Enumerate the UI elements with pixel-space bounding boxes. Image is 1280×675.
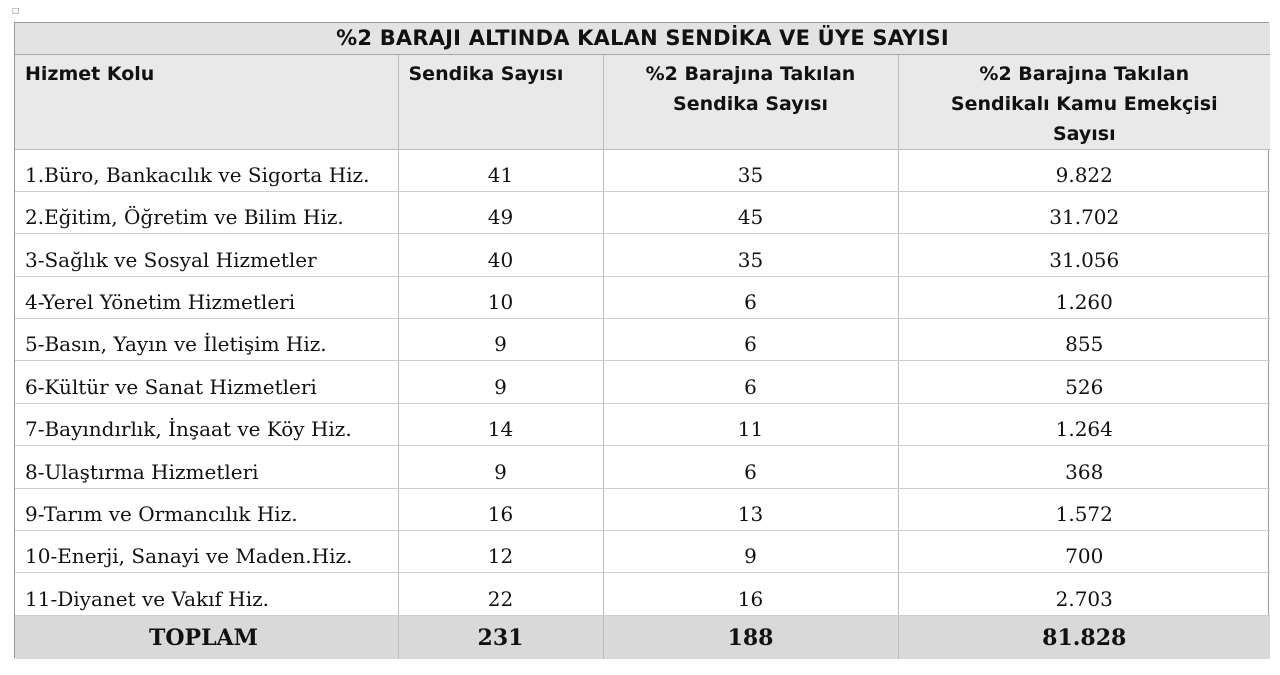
threshold-union-count-cell: 6 bbox=[603, 446, 898, 488]
threshold-member-count-cell: 9.822 bbox=[898, 149, 1270, 191]
union-count-cell: 9 bbox=[398, 361, 603, 403]
union-count-cell: 9 bbox=[398, 319, 603, 361]
table-row bbox=[15, 149, 1270, 191]
table-row bbox=[15, 191, 1270, 233]
union-count-cell: 22 bbox=[398, 573, 603, 615]
threshold-member-count-cell: 700 bbox=[898, 531, 1270, 573]
union-count-cell: 41 bbox=[398, 149, 603, 191]
threshold-union-count-cell: 35 bbox=[603, 234, 898, 276]
threshold-member-count-cell: 368 bbox=[898, 446, 1270, 488]
threshold-member-count-cell: 31.056 bbox=[898, 234, 1270, 276]
service-branch-cell: 4-Yerel Yönetim Hizmetleri bbox=[15, 276, 398, 318]
table-row bbox=[15, 361, 1270, 403]
title-row bbox=[15, 23, 1270, 54]
union-count-cell: 10 bbox=[398, 276, 603, 318]
total-union-count: 231 bbox=[398, 615, 603, 659]
union-count-cell: 49 bbox=[398, 191, 603, 233]
service-branch-cell: 9-Tarım ve Ormancılık Hiz. bbox=[15, 488, 398, 530]
total-row bbox=[15, 615, 1270, 659]
union-table bbox=[15, 23, 1270, 659]
threshold-union-count-cell: 13 bbox=[603, 488, 898, 530]
threshold-union-count-cell: 35 bbox=[603, 149, 898, 191]
service-branch-cell: 11-Diyanet ve Vakıf Hiz. bbox=[15, 573, 398, 615]
union-count-cell: 14 bbox=[398, 403, 603, 445]
service-branch-cell: 10-Enerji, Sanayi ve Maden.Hiz. bbox=[15, 531, 398, 573]
threshold-member-count-cell: 1.260 bbox=[898, 276, 1270, 318]
union-count-cell: 12 bbox=[398, 531, 603, 573]
table-row bbox=[15, 234, 1270, 276]
threshold-member-count-cell: 31.702 bbox=[898, 191, 1270, 233]
table-row bbox=[15, 573, 1270, 615]
threshold-union-count-cell: 9 bbox=[603, 531, 898, 573]
threshold-member-count-cell: 526 bbox=[898, 361, 1270, 403]
threshold-member-count-cell: 855 bbox=[898, 319, 1270, 361]
threshold-union-count-cell: 6 bbox=[603, 276, 898, 318]
service-branch-cell: 7-Bayındırlık, İnşaat ve Köy Hiz. bbox=[15, 403, 398, 445]
total-threshold-union-count: 188 bbox=[603, 615, 898, 659]
header-union-count: Sendika Sayısı bbox=[398, 54, 603, 149]
service-branch-cell: 3-Sağlık ve Sosyal Hizmetler bbox=[15, 234, 398, 276]
threshold-member-count-cell: 1.572 bbox=[898, 488, 1270, 530]
threshold-union-count-cell: 6 bbox=[603, 319, 898, 361]
header-service-branch: Hizmet Kolu bbox=[15, 54, 398, 149]
table-row bbox=[15, 319, 1270, 361]
threshold-member-count-cell: 2.703 bbox=[898, 573, 1270, 615]
threshold-union-count-cell: 16 bbox=[603, 573, 898, 615]
threshold-union-count-cell: 45 bbox=[603, 191, 898, 233]
service-branch-cell: 5-Basın, Yayın ve İletişim Hiz. bbox=[15, 319, 398, 361]
table-wrapper bbox=[14, 22, 1269, 658]
total-threshold-member-count: 81.828 bbox=[898, 615, 1270, 659]
table-title: %2 BARAJI ALTINDA KALAN SENDİKA VE ÜYE SAYISI bbox=[15, 23, 1270, 54]
union-count-cell: 9 bbox=[398, 446, 603, 488]
service-branch-cell: 2.Eğitim, Öğretim ve Bilim Hiz. bbox=[15, 191, 398, 233]
table-row bbox=[15, 446, 1270, 488]
table-row bbox=[15, 276, 1270, 318]
table-row bbox=[15, 531, 1270, 573]
tiny-mark: □ bbox=[12, 6, 20, 15]
table-row bbox=[15, 403, 1270, 445]
header-row bbox=[15, 54, 1270, 149]
total-label: TOPLAM bbox=[15, 615, 398, 659]
header-threshold-member-count: %2 Barajına Takılan Sendikalı Kamu Emekçisi Sayısı bbox=[898, 54, 1270, 149]
table-row bbox=[15, 488, 1270, 530]
union-count-cell: 16 bbox=[398, 488, 603, 530]
threshold-union-count-cell: 11 bbox=[603, 403, 898, 445]
threshold-union-count-cell: 6 bbox=[603, 361, 898, 403]
service-branch-cell: 8-Ulaştırma Hizmetleri bbox=[15, 446, 398, 488]
union-count-cell: 40 bbox=[398, 234, 603, 276]
header-threshold-union-count: %2 Barajına Takılan Sendika Sayısı bbox=[603, 54, 898, 149]
service-branch-cell: 6-Kültür ve Sanat Hizmetleri bbox=[15, 361, 398, 403]
service-branch-cell: 1.Büro, Bankacılık ve Sigorta Hiz. bbox=[15, 149, 398, 191]
threshold-member-count-cell: 1.264 bbox=[898, 403, 1270, 445]
